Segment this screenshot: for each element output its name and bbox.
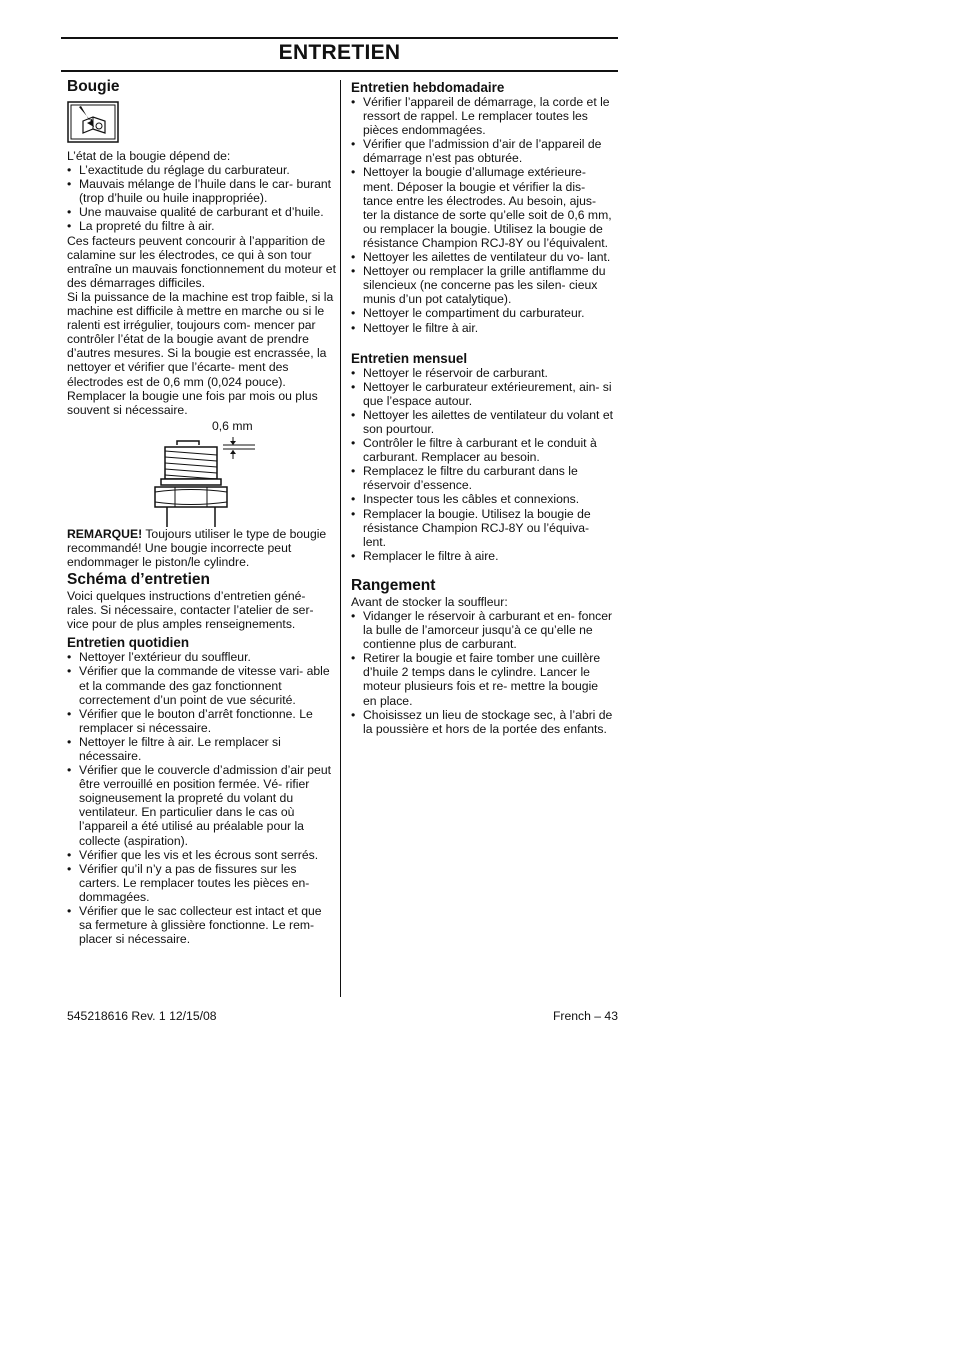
list-item: • Nettoyer les ailettes de ventilateur du vo- lant.: [351, 250, 613, 264]
list-item: • Remplacez le filtre du carburant dans le réservoir d’essence.: [351, 464, 613, 492]
doc-reference: 545218616 Rev. 1 12/15/08: [67, 1009, 217, 1023]
list-item: • Vérifier qu’il n’y a pas de fissures sur les carters. Le remplacer toutes les pièces en- dommagées.: [67, 862, 337, 904]
section-heading-bougie: Bougie: [67, 78, 120, 95]
schema-text: Voici quelques instructions d’entretien géné- rales. Si nécessaire, contacter l’atelier de ser- vice pour de plus amples renseignements.: [67, 589, 314, 632]
gap-label: 0,6 mm: [212, 418, 253, 433]
list-item: • Vérifier l’appareil de démarrage, la corde et le ressort de rappel. Le remplacer toutes les pièces endommagées.: [351, 95, 613, 137]
title-rule: [61, 70, 618, 72]
list-item: • Nettoyer les ailettes de ventilateur du volant et son pourtour.: [351, 408, 613, 436]
list-item: • Mauvais mélange de l’huile dans le car- burant (trop d’huile ou huile inappropriée).: [67, 177, 337, 205]
left-column: [67, 78, 337, 946]
monthly-maintenance-list: [351, 366, 613, 563]
list-item: • Retirer la bougie et faire tomber une cuillère d’huile 2 temps dans le cylindre. Lancer le moteur plusieurs fois et re- mettre la bougie en place.: [351, 651, 613, 707]
section-heading-schema: Schéma d’entretien: [67, 571, 210, 589]
manual-book-icon: [67, 101, 119, 143]
bougie-intro: L’état de la bougie dépend de:: [67, 149, 231, 163]
list-item: • Nettoyer l’extérieur du souffleur.: [67, 650, 337, 664]
list-item: • Nettoyer le réservoir de carburant.: [351, 366, 613, 380]
list-item: • L’exactitude du réglage du carburateur.: [67, 163, 337, 177]
list-item: • Nettoyer le compartiment du carburateur.: [351, 306, 613, 320]
list-item: • La propreté du filtre à air.: [67, 219, 337, 233]
list-item: • Vérifier que le couvercle d’admission d’air peut être verrouillé en position fermée. Vé- rifier soigneusement la propreté du volant du ventilateur. En particulier dans le cas où l’appareil a été utilisé au préalable pour la collecte (aspiration).: [67, 763, 337, 848]
list-item: • Remplacer la bougie. Utilisez la bougie de résistance Champion RCJ-8Y ou l’équiva- lent.: [351, 507, 613, 549]
list-item: • Remplacer le filtre à aire.: [351, 549, 613, 563]
storage-intro: Avant de stocker la souffleur:: [351, 594, 508, 609]
bougie-paragraph-2: Si la puissance de la machine est trop faible, si la machine est difficile à mettre en marche ou si le ralenti est irrégulier, toujours com- mencer par contrôler l’état de la bougie avant de prendre d’autres mesures. Si la bougie est encrassée, la nettoyer et vérifier que l’écarte- ment des électrodes est de 0,6 mm (0,024 pouce). Remplacer la bougie une fois par mois ou plus souvent si nécessaire.: [67, 289, 334, 417]
list-item: • Vérifier que le sac collecteur est intact et que sa fermeture à glissière fonctionne. Le rem- placer si nécessaire.: [67, 904, 337, 946]
list-item: • Inspecter tous les câbles et connexions.: [351, 492, 613, 506]
list-item: • Une mauvaise qualité de carburant et d’huile.: [67, 205, 337, 219]
subheading-monthly: Entretien mensuel: [351, 350, 468, 366]
list-item: • Choisissez un lieu de stockage sec, à l’abri de la poussière et hors de la portée des enfants.: [351, 708, 613, 736]
list-item: • Vidanger le réservoir à carburant et en- foncer la bulle de l’amorceur jusqu’à ce qu’elle ne contienne plus de carburant.: [351, 609, 613, 651]
column-divider: [340, 80, 341, 997]
list-item: • Vérifier que l’admission d’air de l’appareil de démarrage n’est pas obturée.: [351, 137, 613, 165]
spark-plug-icon: [151, 437, 261, 527]
list-item: • Nettoyer la bougie d’allumage extérieure- ment. Déposer la bougie et vérifier la dis- tance entre les électrodes. Au besoin, ajus- ter la distance de sorte qu’elle soit de 0,6 mm, ou remplacer la bougie. Utilisez la bougie de résistance Champion RCJ-8Y ou l’équivalent.: [351, 165, 613, 250]
storage-list: [351, 609, 613, 736]
list-item: • Vérifier que la commande de vitesse vari- able et la commande des gaz fonctionnent correctement d’un point de vue sécurité.: [67, 664, 337, 706]
list-item: • Nettoyer le filtre à air. Le remplacer si nécessaire.: [67, 735, 337, 763]
list-item: • Contrôler le filtre à carburant et le conduit à carburant. Remplacer au besoin.: [351, 436, 613, 464]
subheading-daily: Entretien quotidien: [67, 635, 189, 651]
subheading-weekly: Entretien hebdomadaire: [351, 80, 505, 95]
note-text: Toujours utiliser le type de bougie recommandé! Une bougie incorrecte peut endommager le piston/le cylindre.: [67, 526, 327, 569]
page-number: French – 43: [552, 1009, 618, 1023]
list-item: • Vérifier que les vis et les écrous sont serrés.: [67, 848, 337, 862]
spark-plug-diagram: [67, 419, 337, 527]
daily-maintenance-list: [67, 650, 337, 946]
section-heading-storage: Rangement: [351, 576, 436, 594]
top-rule: [61, 37, 618, 39]
list-item: • Vérifier que le bouton d’arrêt fonctionne. Le remplacer si nécessaire.: [67, 707, 337, 735]
bougie-paragraph-1: Ces facteurs peuvent concourir à l’apparition de calamine sur les électrodes, ce qui à son tour entraîne un mauvais fonctionnement du moteur et des démarrages difficiles.: [67, 233, 336, 290]
page-title: ENTRETIEN: [278, 41, 401, 64]
right-column: [351, 80, 613, 736]
list-item: • Nettoyer le carburateur extérieurement, ain- si que l’espace autour.: [351, 380, 613, 408]
note-label: REMARQUE!: [67, 526, 143, 541]
weekly-maintenance-list: [351, 95, 613, 335]
list-item: • Nettoyer ou remplacer la grille antiflamme du silencieux (ne concerne pas les silen- cieux munis d’un pot catalytique).: [351, 264, 613, 306]
note-paragraph: [67, 527, 337, 569]
list-item: • Nettoyer le filtre à air.: [351, 321, 613, 335]
bougie-conditions-list: [67, 163, 337, 233]
